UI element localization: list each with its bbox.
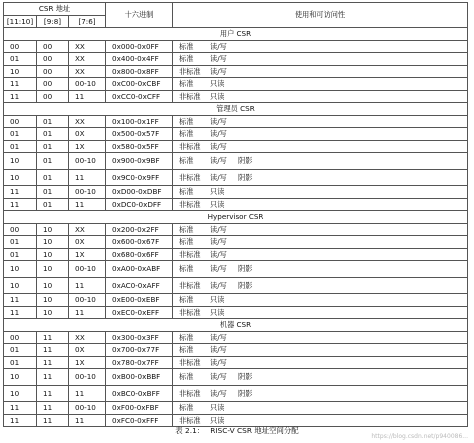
section-title: 机器 CSR (4, 319, 468, 332)
access-standard-label: 非标准 (179, 280, 201, 290)
access-standard-label: 标准 (179, 295, 194, 304)
bits-7-6-cell: 11 (69, 414, 106, 427)
access-rw-label: 只读 (210, 415, 225, 425)
bits-11-10-cell: 10 (4, 261, 37, 278)
hex-range-cell: 0xE00-0xEBF (106, 294, 173, 307)
hex-range-cell: 0x900-0x9BF (106, 153, 173, 170)
bits-7-6-cell: XX (69, 65, 106, 78)
bits-7-6-cell: 1X (69, 248, 106, 261)
header-bits-11-10: [11:10] (4, 15, 37, 28)
bits-7-6-cell: 0X (69, 128, 106, 141)
table-row (4, 65, 468, 78)
header-hex: 十六进制 (106, 3, 173, 28)
hex-range-cell: 0xD00-0xDBF (106, 186, 173, 199)
bits-11-10-cell: 10 (4, 65, 37, 78)
table-row (4, 306, 468, 319)
table-row (4, 402, 468, 415)
section-title: 管理员 CSR (4, 103, 468, 116)
access-cell (173, 115, 468, 128)
access-cell (173, 294, 468, 307)
access-standard-label: 标准 (179, 187, 194, 196)
access-rw-label: 读/写 (210, 41, 227, 51)
csr-table-container (3, 2, 467, 427)
bits-7-6-cell: 0X (69, 344, 106, 357)
table-row (4, 53, 468, 66)
access-rw-label: 只读 (210, 187, 225, 196)
section-title: Hypervisor CSR (4, 211, 468, 224)
table-row (4, 294, 468, 307)
hex-range-cell: 0x800-0x8FF (106, 65, 173, 78)
bits-11-10-cell: 00 (4, 331, 37, 344)
access-standard-label: 标准 (179, 372, 194, 381)
access-rw-label: 读/写 (210, 357, 227, 367)
access-rw-label: 读/写 (210, 116, 227, 126)
bits-9-8-cell: 01 (37, 169, 69, 186)
hex-range-cell: 0xEC0-0xEFF (106, 306, 173, 319)
hex-range-cell: 0xFC0-0xFFF (106, 414, 173, 427)
bits-7-6-cell: 00-10 (69, 402, 106, 415)
bits-7-6-cell: 1X (69, 356, 106, 369)
access-standard-label: 非标准 (179, 307, 201, 317)
table-row (4, 140, 468, 153)
table-row (4, 78, 468, 91)
access-cell (173, 356, 468, 369)
hex-range-cell: 0xCC0-0xCFF (106, 90, 173, 103)
hex-range-cell: 0x780-0x7FF (106, 356, 173, 369)
header-bits-9-8: [9:8] (37, 15, 69, 28)
access-rw-label: 读/写 (210, 172, 227, 182)
access-cell (173, 153, 468, 170)
table-row (4, 369, 468, 386)
bits-7-6-cell: 00-10 (69, 369, 106, 386)
table-row (4, 198, 468, 211)
bits-9-8-cell: 10 (37, 223, 69, 236)
bits-11-10-cell: 00 (4, 40, 37, 53)
access-cell (173, 169, 468, 186)
bits-9-8-cell: 00 (37, 40, 69, 53)
access-standard-label: 非标准 (179, 415, 201, 425)
caption-text: RISC-V CSR 地址空间分配 (210, 426, 299, 435)
access-standard-label: 标准 (179, 332, 194, 342)
bits-11-10-cell: 01 (4, 344, 37, 357)
bits-11-10-cell: 11 (4, 402, 37, 415)
bits-9-8-cell: 11 (37, 402, 69, 415)
access-shadow-label: 阴影 (238, 388, 253, 398)
access-standard-label: 标准 (179, 116, 194, 126)
hex-range-cell: 0xBC0-0xBFF (106, 385, 173, 402)
hex-range-cell: 0x500-0x57F (106, 128, 173, 141)
table-row (4, 385, 468, 402)
access-shadow-label: 阴影 (238, 264, 253, 273)
access-standard-label: 非标准 (179, 91, 201, 101)
bits-9-8-cell: 01 (37, 153, 69, 170)
bits-9-8-cell: 10 (37, 306, 69, 319)
bits-7-6-cell: XX (69, 115, 106, 128)
header-row-top (4, 3, 468, 16)
access-cell (173, 53, 468, 66)
access-standard-label: 标准 (179, 156, 194, 165)
hex-range-cell: 0x680-0x6FF (106, 248, 173, 261)
hex-range-cell: 0x700-0x77F (106, 344, 173, 357)
bits-9-8-cell: 01 (37, 140, 69, 153)
access-cell (173, 128, 468, 141)
bits-7-6-cell: XX (69, 53, 106, 66)
access-rw-label: 只读 (210, 403, 225, 412)
bits-9-8-cell: 11 (37, 331, 69, 344)
access-rw-label: 读/写 (210, 66, 227, 76)
access-rw-label: 读/写 (210, 372, 227, 381)
hex-range-cell: 0xAC0-0xAFF (106, 277, 173, 294)
bits-9-8-cell: 01 (37, 115, 69, 128)
bits-7-6-cell: 11 (69, 169, 106, 186)
caption-label: 表 2.1： (175, 426, 205, 435)
access-cell (173, 277, 468, 294)
table-row (4, 169, 468, 186)
bits-7-6-cell: 11 (69, 90, 106, 103)
bits-11-10-cell: 11 (4, 306, 37, 319)
access-standard-label: 标准 (179, 403, 194, 412)
table-row (4, 277, 468, 294)
table-row (4, 223, 468, 236)
access-cell (173, 236, 468, 249)
access-cell (173, 344, 468, 357)
access-standard-label: 非标准 (179, 141, 201, 151)
bits-11-10-cell: 10 (4, 385, 37, 402)
hex-range-cell: 0x200-0x2FF (106, 223, 173, 236)
bits-9-8-cell: 00 (37, 90, 69, 103)
access-cell (173, 261, 468, 278)
bits-9-8-cell: 10 (37, 294, 69, 307)
access-standard-label: 非标准 (179, 66, 201, 76)
bits-7-6-cell: 11 (69, 277, 106, 294)
bits-11-10-cell: 01 (4, 128, 37, 141)
section-title-row (4, 28, 468, 41)
table-row (4, 40, 468, 53)
access-cell (173, 198, 468, 211)
table-row (4, 153, 468, 170)
access-rw-label: 读/写 (210, 224, 227, 234)
watermark: https://blog.csdn.net/p940086... (371, 433, 468, 440)
access-shadow-label: 阴影 (238, 172, 253, 182)
access-cell (173, 248, 468, 261)
access-standard-label: 标准 (179, 129, 194, 138)
bits-7-6-cell: 11 (69, 385, 106, 402)
csr-address-table (3, 2, 468, 427)
access-rw-label: 只读 (210, 79, 225, 88)
access-rw-label: 读/写 (210, 54, 227, 63)
access-standard-label: 标准 (179, 264, 194, 273)
access-standard-label: 标准 (179, 345, 194, 354)
bits-7-6-cell: 00-10 (69, 186, 106, 199)
access-rw-label: 只读 (210, 91, 225, 101)
bits-7-6-cell: 0X (69, 236, 106, 249)
bits-11-10-cell: 11 (4, 294, 37, 307)
bits-9-8-cell: 01 (37, 128, 69, 141)
access-cell (173, 78, 468, 91)
access-cell (173, 385, 468, 402)
access-cell (173, 402, 468, 415)
access-rw-label: 读/写 (210, 237, 227, 246)
section-title-row (4, 103, 468, 116)
table-row (4, 128, 468, 141)
hex-range-cell: 0x400-0x4FF (106, 53, 173, 66)
access-rw-label: 读/写 (210, 388, 227, 398)
section-title-row (4, 319, 468, 332)
access-rw-label: 只读 (210, 295, 225, 304)
access-standard-label: 非标准 (179, 199, 201, 209)
access-standard-label: 非标准 (179, 172, 201, 182)
bits-9-8-cell: 11 (37, 356, 69, 369)
bits-9-8-cell: 00 (37, 78, 69, 91)
access-rw-label: 读/写 (210, 280, 227, 290)
access-cell (173, 90, 468, 103)
access-cell (173, 186, 468, 199)
header-usage: 使用和可访问性 (173, 3, 468, 28)
hex-range-cell: 0xDC0-0xDFF (106, 198, 173, 211)
hex-range-cell: 0x600-0x67F (106, 236, 173, 249)
bits-9-8-cell: 11 (37, 414, 69, 427)
table-row (4, 356, 468, 369)
table-row (4, 90, 468, 103)
hex-range-cell: 0x000-0x0FF (106, 40, 173, 53)
bits-11-10-cell: 11 (4, 198, 37, 211)
access-standard-label: 标准 (179, 54, 194, 63)
access-rw-label: 只读 (210, 307, 225, 317)
csr-table-body (4, 3, 468, 427)
bits-11-10-cell: 01 (4, 140, 37, 153)
bits-7-6-cell: XX (69, 331, 106, 344)
access-rw-label: 读/写 (210, 332, 227, 342)
bits-11-10-cell: 10 (4, 277, 37, 294)
access-shadow-label: 阴影 (238, 372, 253, 381)
bits-7-6-cell: XX (69, 40, 106, 53)
bits-9-8-cell: 10 (37, 248, 69, 261)
access-standard-label: 标准 (179, 224, 194, 234)
table-row (4, 248, 468, 261)
bits-11-10-cell: 11 (4, 78, 37, 91)
hex-range-cell: 0x300-0x3FF (106, 331, 173, 344)
header-bits-7-6: [7:6] (69, 15, 106, 28)
bits-7-6-cell: 11 (69, 198, 106, 211)
bits-9-8-cell: 10 (37, 277, 69, 294)
access-standard-label: 标准 (179, 41, 194, 51)
bits-9-8-cell: 11 (37, 385, 69, 402)
bits-7-6-cell: XX (69, 223, 106, 236)
access-standard-label: 标准 (179, 237, 194, 246)
access-cell (173, 223, 468, 236)
header-csr-address: CSR 地址 (4, 3, 106, 16)
bits-11-10-cell: 11 (4, 186, 37, 199)
bits-11-10-cell: 00 (4, 115, 37, 128)
bits-9-8-cell: 11 (37, 344, 69, 357)
section-title-row (4, 211, 468, 224)
access-cell (173, 306, 468, 319)
bits-9-8-cell: 11 (37, 369, 69, 386)
bits-11-10-cell: 10 (4, 153, 37, 170)
hex-range-cell: 0x9C0-0x9FF (106, 169, 173, 186)
bits-7-6-cell: 00-10 (69, 261, 106, 278)
bits-11-10-cell: 10 (4, 369, 37, 386)
bits-11-10-cell: 00 (4, 223, 37, 236)
bits-11-10-cell: 11 (4, 414, 37, 427)
table-row (4, 186, 468, 199)
access-cell (173, 40, 468, 53)
bits-9-8-cell: 10 (37, 236, 69, 249)
bits-11-10-cell: 01 (4, 53, 37, 66)
hex-range-cell: 0xF00-0xFBF (106, 402, 173, 415)
access-shadow-label: 阴影 (238, 280, 253, 290)
access-standard-label: 非标准 (179, 388, 201, 398)
bits-11-10-cell: 01 (4, 356, 37, 369)
table-row (4, 261, 468, 278)
hex-range-cell: 0xA00-0xABF (106, 261, 173, 278)
access-rw-label: 读/写 (210, 249, 227, 259)
access-rw-label: 读/写 (210, 345, 227, 354)
hex-range-cell: 0xB00-0xBBF (106, 369, 173, 386)
access-rw-label: 读/写 (210, 156, 227, 165)
access-shadow-label: 阴影 (238, 156, 253, 165)
bits-9-8-cell: 10 (37, 261, 69, 278)
bits-7-6-cell: 1X (69, 140, 106, 153)
access-rw-label: 只读 (210, 199, 225, 209)
table-row (4, 236, 468, 249)
bits-9-8-cell: 01 (37, 186, 69, 199)
bits-7-6-cell: 00-10 (69, 153, 106, 170)
bits-11-10-cell: 01 (4, 236, 37, 249)
hex-range-cell: 0x100-0x1FF (106, 115, 173, 128)
access-rw-label: 读/写 (210, 141, 227, 151)
bits-7-6-cell: 00-10 (69, 294, 106, 307)
table-row (4, 344, 468, 357)
table-row (4, 115, 468, 128)
bits-9-8-cell: 01 (37, 198, 69, 211)
access-rw-label: 读/写 (210, 129, 227, 138)
bits-9-8-cell: 00 (37, 53, 69, 66)
bits-9-8-cell: 00 (37, 65, 69, 78)
access-standard-label: 标准 (179, 79, 194, 88)
access-standard-label: 非标准 (179, 357, 201, 367)
access-cell (173, 369, 468, 386)
bits-11-10-cell: 11 (4, 90, 37, 103)
section-title: 用户 CSR (4, 28, 468, 41)
access-cell (173, 331, 468, 344)
bits-7-6-cell: 11 (69, 306, 106, 319)
bits-7-6-cell: 00-10 (69, 78, 106, 91)
bits-11-10-cell: 01 (4, 248, 37, 261)
access-cell (173, 140, 468, 153)
table-row (4, 331, 468, 344)
hex-range-cell: 0x580-0x5FF (106, 140, 173, 153)
hex-range-cell: 0xC00-0xCBF (106, 78, 173, 91)
bits-11-10-cell: 10 (4, 169, 37, 186)
access-rw-label: 读/写 (210, 264, 227, 273)
access-standard-label: 非标准 (179, 249, 201, 259)
access-cell (173, 65, 468, 78)
